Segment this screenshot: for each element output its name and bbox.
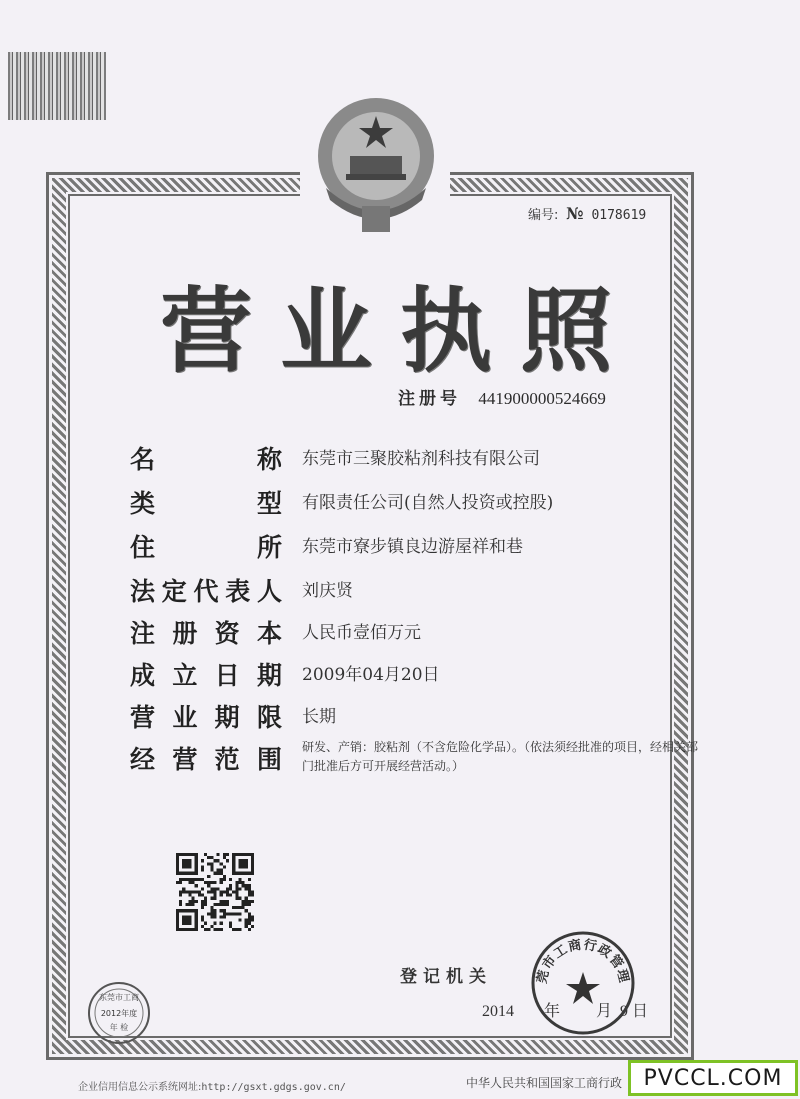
issue-month-unit: 月 bbox=[596, 1003, 613, 1020]
qr-code-icon bbox=[176, 853, 254, 931]
certificate-title: 营业执照 bbox=[159, 278, 640, 385]
field-value: 长期 bbox=[302, 707, 336, 727]
field-value: 有限责任公司(自然人投资或控股) bbox=[302, 493, 554, 513]
registration-authority-label: 登记机关 bbox=[400, 967, 492, 987]
annual-inspection-stamp bbox=[86, 980, 152, 1046]
field-label: 经 营 范 围 bbox=[130, 745, 282, 774]
issue-year: 2014 bbox=[482, 1003, 514, 1020]
serial-label: 编号: bbox=[528, 208, 559, 223]
field-label: 类 型 bbox=[130, 489, 282, 518]
serial-number bbox=[528, 204, 646, 223]
field-label: 名 称 bbox=[130, 445, 282, 474]
field-row bbox=[130, 440, 690, 480]
field-value: 东莞市寮步镇良边游屋祥和巷 bbox=[302, 537, 523, 557]
site-watermark: PVCCL.COM bbox=[628, 1060, 798, 1096]
footer-website-url[interactable]: http://gsxt.gdgs.gov.cn/ bbox=[201, 1082, 346, 1093]
footer-issuer: 中华人民共和国国家工商行政 bbox=[466, 1076, 623, 1090]
field-row bbox=[130, 614, 690, 654]
official-seal bbox=[528, 928, 638, 1038]
field-label: 注 册 资 本 bbox=[130, 619, 282, 648]
field-label: 营 业 期 限 bbox=[130, 703, 282, 732]
issue-day-unit: 日 bbox=[632, 1003, 649, 1020]
annual-stamp-year: 2012年度 bbox=[100, 1009, 138, 1018]
field-row bbox=[130, 572, 690, 612]
field-row bbox=[130, 698, 690, 738]
registration-value: 441900000524669 bbox=[478, 389, 606, 408]
footer-website bbox=[78, 1078, 346, 1093]
field-value: 研发、产销：胶粘剂（不含危险化学品）。（依法须经批准的项目，经相关部门批准后方可开展经营活动。） bbox=[302, 740, 699, 773]
field-row bbox=[130, 528, 690, 568]
field-label: 住 所 bbox=[130, 533, 282, 562]
national-emblem-icon bbox=[306, 88, 446, 238]
scan-barcode-noise bbox=[8, 52, 106, 120]
field-value: 刘庆贤 bbox=[302, 581, 353, 601]
seal-text: 莞市工商行政管理 bbox=[534, 937, 632, 985]
field-label: 法 定 代 表 人 bbox=[130, 577, 282, 606]
issue-year-unit: 年 bbox=[544, 1003, 561, 1020]
footer-website-label: 企业信用信息公示系统网址: bbox=[78, 1082, 202, 1093]
field-value: 东莞市三聚胶粘剂科技有限公司 bbox=[302, 449, 540, 469]
serial-value: 0178619 bbox=[591, 208, 647, 223]
field-row bbox=[130, 656, 690, 696]
seal-star-icon bbox=[566, 972, 600, 1004]
field-value: 人民币壹佰万元 bbox=[302, 623, 421, 643]
field-row bbox=[130, 484, 690, 524]
field-value: 2009年04月20日 bbox=[302, 665, 440, 685]
registration-number bbox=[398, 384, 606, 409]
issue-day-value: 9 bbox=[620, 1003, 629, 1020]
annual-stamp-top: 东莞市工商 bbox=[99, 993, 139, 1002]
serial-prefix: № bbox=[566, 204, 584, 223]
field-label: 成 立 日 期 bbox=[130, 661, 282, 690]
field-row bbox=[130, 740, 699, 780]
registration-label: 注册号 bbox=[398, 389, 461, 409]
annual-stamp-bottom: 年 检 bbox=[109, 1023, 129, 1032]
